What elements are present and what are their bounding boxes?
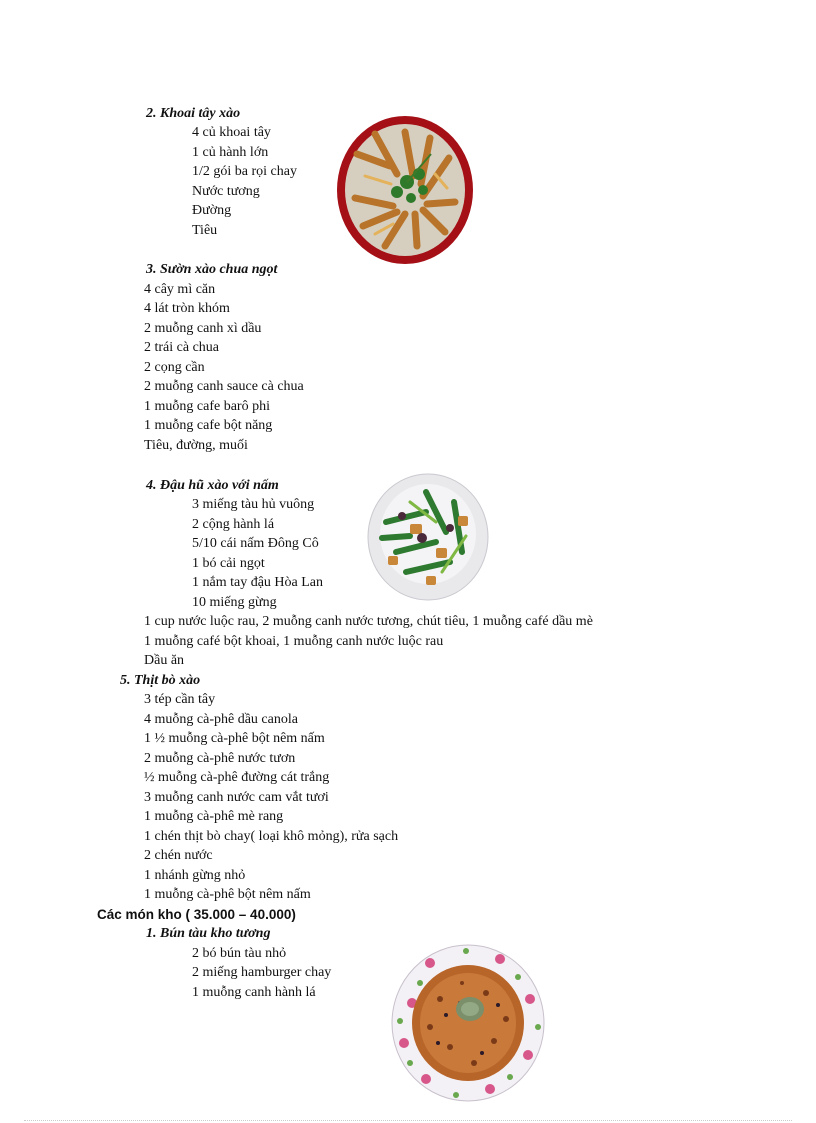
list-item: 2 cọng cần <box>144 360 205 375</box>
section-heading: 5. Thịt bò xào <box>120 673 201 688</box>
list-item: 1 chén thịt bò chay( loại khô mỏng), rửa sạch <box>144 829 399 844</box>
list-item: 3 miếng tàu hủ vuông <box>192 497 315 512</box>
list-item: 1 muỗng cafe bột năng <box>144 418 273 433</box>
list-item: 10 miếng gừng <box>192 595 277 610</box>
list-item: Nước tương <box>192 184 260 199</box>
list-item: 2 miếng hamburger chay <box>192 965 332 980</box>
section-heading: 2. Khoai tây xào <box>146 106 241 121</box>
list-item: 4 củ khoai tây <box>192 125 271 140</box>
list-item: 2 bó bún tàu nhỏ <box>192 946 287 961</box>
list-item: 4 muỗng cà-phê dầu canola <box>144 712 298 727</box>
list-item: 3 tép cần tây <box>144 692 216 707</box>
list-item: Đường <box>192 203 232 218</box>
list-item: 1 muỗng canh hành lá <box>192 985 316 1000</box>
list-item: 1 cup nước luộc rau, 2 muỗng canh nước tương, chút tiêu, 1 muỗng café dầu mè <box>144 614 593 629</box>
list-item: 4 lát tròn khóm <box>144 301 230 316</box>
list-item: 3 muỗng canh nước cam vắt tươi <box>144 790 329 805</box>
page-footer-divider <box>24 1120 792 1121</box>
section-heading: 1. Bún tàu kho tương <box>146 926 271 941</box>
list-item: 1 muỗng cafe barô phi <box>144 399 270 414</box>
section-heading: 3. Sườn xào chua ngọt <box>146 262 278 277</box>
list-item: 1 muỗng cà-phê mè rang <box>144 809 284 824</box>
stir-fried-tofu-plate-icon <box>366 472 490 602</box>
list-item: 2 muỗng cà-phê nước tươn <box>144 751 296 766</box>
list-item: 5/10 cái nấm Đông Cô <box>192 536 319 551</box>
list-item: 1 bó cải ngọt <box>192 556 265 571</box>
list-item: 1 củ hành lớn <box>192 145 269 160</box>
list-item: 4 cây mì căn <box>144 282 216 297</box>
list-item: ½ muỗng cà-phê đường cát trắng <box>144 770 330 785</box>
list-item: 1 nắm tay đậu Hòa Lan <box>192 575 324 590</box>
list-item: 2 muỗng canh xì dầu <box>144 321 262 336</box>
section-heading: 4. Đậu hũ xào với nấm <box>146 478 279 493</box>
list-item: Tiêu <box>192 223 218 238</box>
list-item: 1/2 gói ba rọi chay <box>192 164 297 179</box>
braised-noodle-plate-icon <box>390 943 546 1103</box>
fried-potato-plate-icon <box>335 114 475 266</box>
list-item: 2 cộng hành lá <box>192 517 275 532</box>
list-item: 1 nhánh gừng nhỏ <box>144 868 246 883</box>
list-item: Tiêu, đường, muối <box>144 438 248 453</box>
list-item: 2 muỗng canh sauce cà chua <box>144 379 304 394</box>
list-item: 2 chén nước <box>144 848 213 863</box>
list-item: 1 ½ muỗng cà-phê bột nêm nấm <box>144 731 325 746</box>
list-item: 2 trái cà chua <box>144 340 220 355</box>
list-item: 1 muỗng cà-phê bột nêm nấm <box>144 887 311 902</box>
list-item: Dầu ăn <box>144 653 185 668</box>
list-item: 1 muỗng café bột khoai, 1 muỗng canh nước luộc rau <box>144 634 444 649</box>
category-heading: Các món kho ( 35.000 – 40.000) <box>97 907 296 922</box>
